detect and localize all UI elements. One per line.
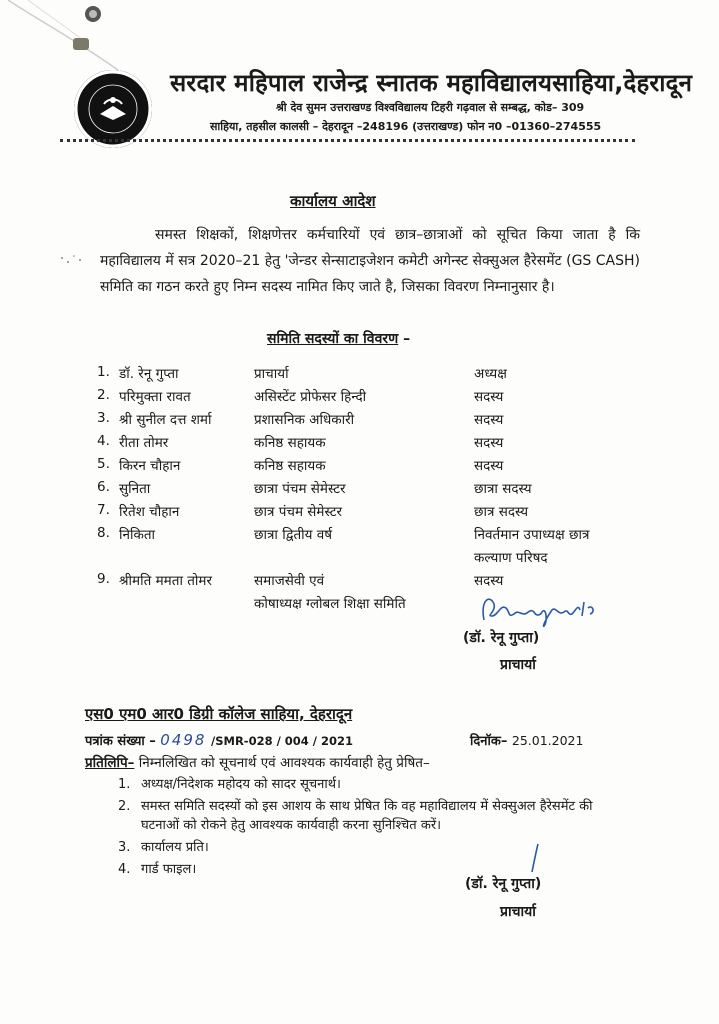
- college-logo: [74, 70, 152, 148]
- member-number: 1.: [97, 364, 110, 380]
- member-name: निकिता: [119, 527, 156, 543]
- list-item: [118, 860, 628, 879]
- member-role: सदस्य: [474, 389, 504, 405]
- member-name: रितेश चौहान: [119, 504, 180, 520]
- list-item: [118, 838, 628, 857]
- member-role: छात्र सदस्य: [474, 504, 529, 520]
- member-role: छात्रा सदस्य: [474, 481, 532, 497]
- member-name: किरन चौहान: [119, 458, 181, 474]
- handwritten-initial: [526, 842, 546, 874]
- reference-label: पत्रांक संख्या –: [85, 734, 156, 749]
- member-name: परिमुक्ता रावत: [119, 389, 191, 405]
- member-number: 3.: [97, 410, 110, 426]
- header-divider: [60, 139, 635, 142]
- member-name: सुनिता: [119, 481, 151, 497]
- reference-number-handwritten: 0498: [160, 731, 207, 749]
- date-line: [470, 731, 583, 749]
- member-designation: छात्रा द्वितीय वर्ष: [254, 527, 333, 543]
- member-name: श्री सुनील दत्त शर्मा: [119, 412, 212, 428]
- list-item: [118, 775, 628, 794]
- member-name: रीता तोमर: [119, 435, 169, 451]
- scan-specks: [58, 250, 88, 270]
- list-item-number: 1.: [118, 777, 131, 792]
- member-name: श्रीमति ममता तोमर: [119, 573, 213, 589]
- list-item-text: समस्त समिति सदस्यों को इस आशय के साथ प्रेषित कि वह महाविद्यालय में सेक्सुअल हैरेसमेंट की घटनाओं को रोकने हेतु आवश्यक कार्यवाही करना सुनिश्चित करें।: [141, 799, 593, 833]
- binder-clip-artifact: [8, 0, 128, 70]
- member-designation: कनिष्ठ सहायक: [254, 458, 326, 474]
- list-item-text: गार्ड फाइल।: [141, 862, 197, 877]
- reference-code: /SMR-028 / 004 / 2021: [211, 734, 354, 748]
- affiliation-line: श्री देव सुमन उत्तराखण्ड विश्वविद्यालय टिहरी गढ़वाल से सम्बद्ध, कोड– 309: [276, 101, 585, 114]
- copy-signatory-designation: प्राचार्या: [500, 904, 536, 920]
- copy-intro-label: प्रतिलिपि–: [85, 755, 135, 771]
- member-number: 6.: [97, 479, 110, 495]
- list-item-number: 4.: [118, 862, 131, 877]
- member-designation: छात्रा पंचम सेमेस्टर: [254, 481, 346, 497]
- member-designation: समाजसेवी एवं: [254, 573, 325, 589]
- college-name: सरदार महिपाल राजेन्द्र स्नातक महाविद्यालयसाहिया,देहरादून: [170, 69, 693, 97]
- member-number: 5.: [97, 456, 110, 472]
- copy-intro-text: निम्नलिखित को सूचनार्थ एवं आवश्यक कार्यवाही हेतु प्रेषित–: [134, 755, 430, 771]
- list-item-number: 2.: [118, 799, 131, 814]
- copy-intro: [85, 753, 430, 771]
- list-item-number: 3.: [118, 840, 131, 855]
- member-number: 4.: [97, 433, 110, 449]
- college-short-name: एस0 एम0 आर0 डिग्री कॉलेज साहिया, देहरादून: [85, 705, 353, 723]
- member-number: 2.: [97, 387, 110, 403]
- address-line: साहिया, तहसील कालसी – देहरादून –248196 (उत्तराखण्ड) फोन न0 –01360–274555: [210, 120, 602, 133]
- member-role: सदस्य: [474, 573, 504, 589]
- signatory-designation: प्राचार्या: [500, 657, 536, 673]
- list-item: [118, 797, 628, 835]
- signatory-name: (डॉ. रेनू गुप्ता): [463, 630, 540, 646]
- list-item-text: अध्यक्ष/निदेशक महोदय को सादर सूचनार्थ।: [141, 777, 341, 792]
- member-role: सदस्य: [474, 435, 504, 451]
- member-designation: छात्र पंचम सेमेस्टर: [254, 504, 343, 520]
- date-value: 25.01.2021: [511, 733, 584, 748]
- member-designation: प्राचार्या: [254, 366, 289, 382]
- member-designation: प्रशासनिक अधिकारी: [254, 412, 355, 428]
- order-body: समस्त शिक्षकों, शिक्षणेत्तर कर्मचारियों एवं छात्र–छात्राओं को सूचित किया जाता है कि महाविद्यालय में सत्र 2020–21 हेतु 'जेन्डर सेन्साटाइजेशन कमेटी अगेन्स्ट सेक्सुअल हैरेसमेंट (GS CASH) समिति का गठन करते हुए निम्न सदस्य नामित किए जाते है, जिसका विवरण निम्नानुसार है।: [100, 227, 640, 295]
- committee-heading-suffix: –: [398, 331, 411, 347]
- list-item-text: कार्यालय प्रति।: [141, 840, 209, 855]
- member-role-line2: कल्याण परिषद: [474, 550, 548, 566]
- member-designation-line2: कोषाध्यक्ष ग्लोबल शिक्षा समिति: [254, 596, 406, 612]
- member-number: 7.: [97, 502, 110, 518]
- committee-heading: [267, 329, 410, 348]
- date-label: दिनॉक–: [470, 734, 508, 749]
- member-role: सदस्य: [474, 412, 504, 428]
- member-number: 8.: [97, 525, 110, 541]
- copy-list: [118, 775, 628, 882]
- member-role: सदस्य: [474, 458, 504, 474]
- member-role: अध्यक्ष: [474, 366, 507, 382]
- order-title: कार्यालय आदेश: [290, 192, 376, 210]
- committee-heading-text: समिति सदस्यों का विवरण: [267, 331, 399, 347]
- handwritten-signature: [476, 590, 606, 630]
- member-number: 9.: [97, 571, 110, 587]
- member-role: निवर्तमान उपाध्यक्ष छात्र: [474, 527, 590, 543]
- copy-signatory-name: (डॉ. रेनू गुप्ता): [465, 876, 542, 892]
- reference-line: [85, 731, 353, 749]
- member-designation: असिस्टेंट प्रोफेसर हिन्दी: [254, 389, 367, 405]
- member-designation: कनिष्ठ सहायक: [254, 435, 326, 451]
- member-name: डॉ. रेनू गुप्ता: [119, 366, 179, 382]
